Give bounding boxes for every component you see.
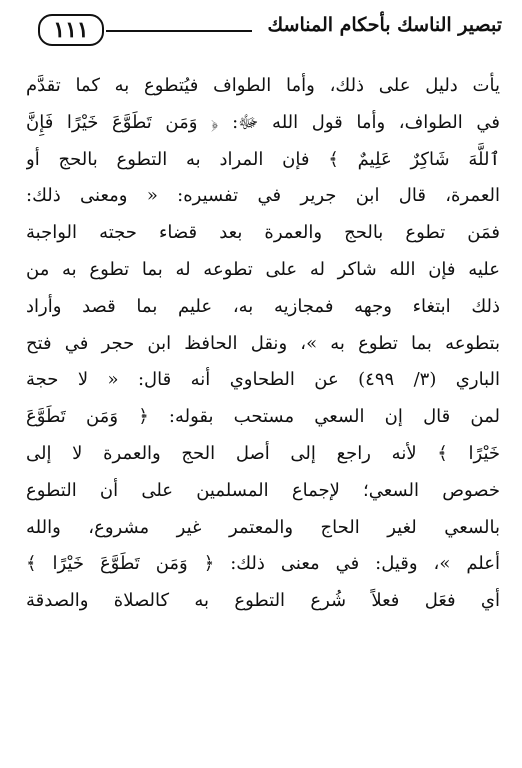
text-line-1: يأت دليل على ذلك، وأما الطواف فيُتطوع به كما تقدَّم bbox=[26, 75, 500, 96]
text-line-10: لمن قال إن السعي مستحب بقوله: ﴿ وَمَن تَطَوَّعَ bbox=[26, 406, 500, 428]
header-rule bbox=[106, 30, 252, 32]
page-header bbox=[8, 6, 514, 50]
text-line-5: فمَن تطوع بالحج والعمرة بعد قضاء حجته الواجبة bbox=[26, 222, 500, 244]
text-line-11: خَيْرًا ﴾ لأنه راجع إلى أصل الحج والعمرة لا إلى bbox=[26, 442, 500, 464]
text-line-6: عليه فإن الله شاكر له على تطوعه له بما تطوع به من bbox=[26, 258, 500, 280]
text-line-12: خصوص السعي؛ لإجماع المسلمين على أن التطوع bbox=[26, 479, 500, 501]
running-title: تبصير الناسك بأحكام المناسك bbox=[267, 14, 502, 36]
text-line-7: ذلك ابتغاء وجهه فمجازيه به، عليم بما قصد وأراد bbox=[26, 295, 500, 317]
text-line-15: أي فعَل فعلاً شُرع التطوع به كالصلاة والصدقة bbox=[26, 590, 500, 612]
text-line-9: الباري (٣/ ٤٩٩) عن الطحاوي أنه قال: « لا حجة bbox=[26, 369, 500, 391]
text-line-14: أعلم »، وقيل: في معنى ذلك: ﴿ وَمَن تَطَوَّعَ خَيْرًا ﴾ bbox=[26, 553, 500, 575]
text-line-8: بتطوعه بما تطوع به »، ونقل الحافظ ابن حجر في فتح bbox=[26, 332, 500, 354]
body-text bbox=[26, 68, 500, 620]
page-number: ١١١ bbox=[38, 14, 104, 46]
text-line-3: ٱللَّهَ شَاكِرٌ عَلِيمٌ ﴾ فإن المراد به التطوع بالحج أو bbox=[26, 148, 500, 170]
text-line-2: في الطواف، وأما قول الله ﷻ: ﴿ وَمَن تَطَوَّعَ خَيْرًا فَإِنَّ bbox=[26, 111, 500, 133]
text-line-13: بالسعي لغير الحاج والمعتمر غير مشروع، والله bbox=[26, 516, 500, 538]
text-line-4: العمرة، قال ابن جرير في تفسيره: « ومعنى ذلك: bbox=[26, 185, 500, 207]
